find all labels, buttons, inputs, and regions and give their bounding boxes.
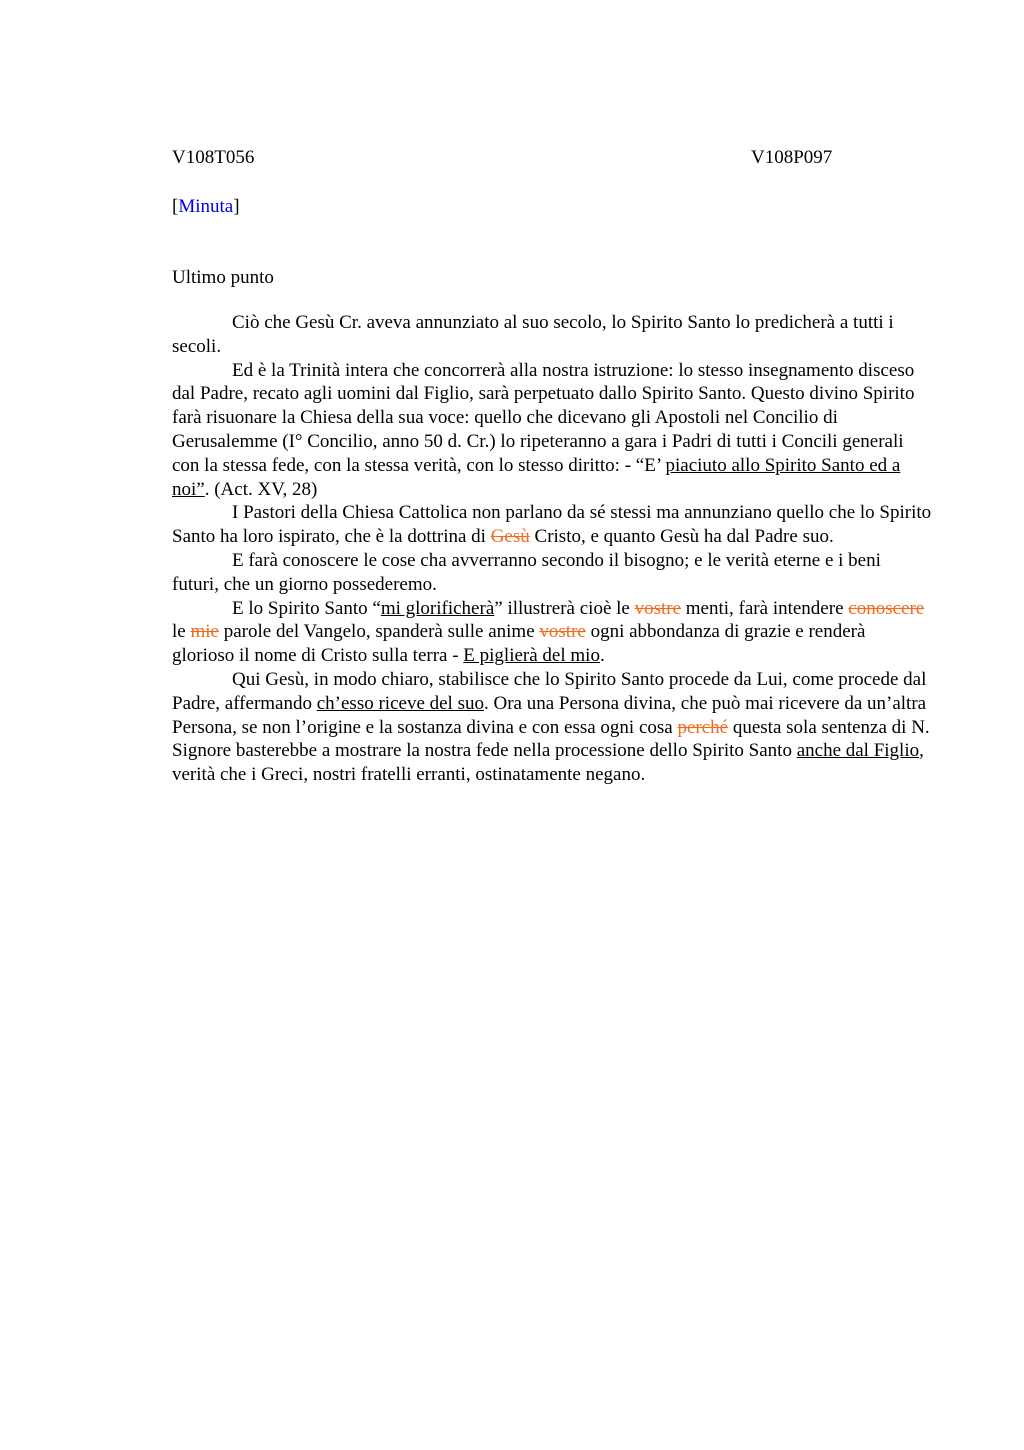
paragraph-2 xyxy=(172,359,932,502)
volume-code-left: V108T056 xyxy=(172,147,255,168)
paragraph-5 xyxy=(172,597,932,668)
underlined-quote: mi glorificherà xyxy=(380,597,495,619)
document-body xyxy=(172,311,932,787)
paragraph-4 xyxy=(172,549,932,597)
text-span: parole del Vangelo, spanderà sulle anime xyxy=(218,621,540,643)
deleted-word: conoscere xyxy=(848,597,925,619)
text-span: ” illustrerà cioè le xyxy=(494,597,635,619)
deleted-word: mie xyxy=(190,621,219,643)
paragraph-3 xyxy=(172,501,932,549)
deleted-word: perché xyxy=(677,716,729,738)
minuta-open-bracket: [ xyxy=(172,196,179,217)
text-span: questa sola sentenza di N. Signore basterebbe a mostrare la nostra fede nella processione dello Spirito Santo xyxy=(172,716,930,762)
text-span: . (Act. XV, 28) xyxy=(204,478,318,500)
deleted-word: vostre xyxy=(539,621,586,643)
text-span: . xyxy=(599,645,605,667)
text-span: , verità che i Greci, nostri fratelli erranti, ostinatamente negano. xyxy=(172,740,924,786)
minuta-close-bracket: ] xyxy=(233,196,240,217)
text-span: I Pastori della Chiesa Cattolica non parlano da sé stessi ma annunziano quello che lo Spirito Santo ha loro ispirato, che è la dottrina di xyxy=(172,502,932,548)
text-span: . Ora una Persona divina, che può mai ricevere da un’altra Persona, se non l’origine e la sostanza divina e con essa ogni cosa xyxy=(172,692,927,738)
text-span: le xyxy=(172,621,191,643)
text-span: Cristo, e quanto Gesù ha dal Padre suo. xyxy=(529,526,834,548)
text-span: E lo Spirito Santo “ xyxy=(232,597,381,619)
underlined-quote: ch’esso riceve del suo xyxy=(316,692,484,714)
underlined-quote: E piglierà del mio xyxy=(463,645,600,667)
text-span: Ciò che Gesù Cr. aveva annunziato al suo secolo, lo Spirito Santo lo predicherà a tutti i secoli. xyxy=(172,312,894,357)
text-span: Ed è la Trinità intera che concorrerà alla nostra istruzione: lo stesso insegnamento disceso dal Padre, recato agli uomini dal Figlio, sarà perpetuato dallo Spirito Santo. Questo divino Spirito farà risuonare la Chiesa della sua voce: quello che dicevano gli Apostoli nel Concilio di Gerusalemme (I° Concilio, anno 50 d. Cr.) lo ripeteranno a gara i Padri di tutti i Concili generali con la stessa fede, con la stessa verità, con lo stesso diritto: - “E’ xyxy=(172,359,915,476)
document-header xyxy=(172,145,932,171)
text-span: Qui Gesù, in modo chiaro, stabilisce che lo Spirito Santo procede da Lui, come procede dal Padre, affermando xyxy=(172,668,927,714)
text-span: ogni abbondanza di grazie e renderà glorioso il nome di Cristo sulla terra - xyxy=(172,621,866,667)
paragraph-1 xyxy=(172,311,932,359)
underlined-quote: piaciuto allo Spirito Santo ed a noi” xyxy=(172,454,901,500)
deleted-word: vostre xyxy=(634,597,682,619)
section-title: Ultimo punto xyxy=(172,267,274,288)
underlined-quote: anche dal Figlio xyxy=(796,740,920,762)
volume-code-right: V108P097 xyxy=(751,147,833,168)
text-span: E farà conoscere le cose cha avverranno secondo il bisogno; e le verità eterne e i beni futuri, che un giorno possederemo. xyxy=(172,549,881,595)
deleted-word: Gesù xyxy=(490,526,530,548)
document-page xyxy=(172,145,932,787)
minuta-link[interactable]: Minuta xyxy=(178,196,234,217)
paragraph-6 xyxy=(172,668,932,787)
text-span: menti, farà intendere xyxy=(681,597,849,619)
minuta-tag xyxy=(172,194,932,220)
